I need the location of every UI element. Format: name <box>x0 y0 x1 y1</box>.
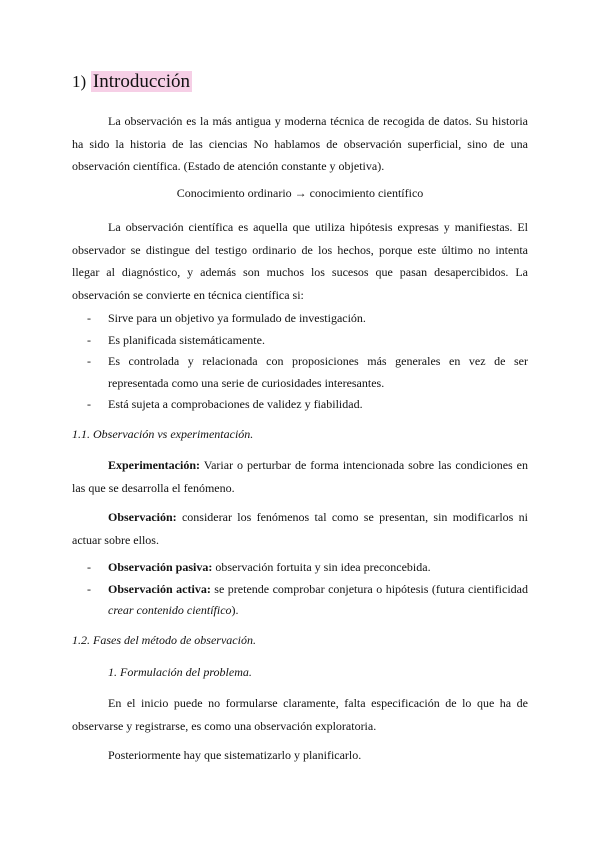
phase-title: 1. Formulación del problema. <box>108 665 252 679</box>
list-item <box>72 579 528 622</box>
subsection-title-1-2: 1.2. Fases del método de observación. <box>72 633 256 647</box>
list-item <box>72 394 528 416</box>
dash-bullet: - <box>87 354 91 368</box>
experimentacion-text: Variar o perturbar de forma intencionada sobre las condiciones en las que se desarrolla el fenómeno. <box>72 458 528 495</box>
dash-bullet: - <box>87 581 91 596</box>
dash-bullet: - <box>87 397 91 411</box>
experimentacion-paragraph <box>72 454 528 499</box>
phase-paragraph-2: Posteriormente hay que sistematizarlo y planificarlo. <box>108 748 362 762</box>
type-italic: crear contenido científico <box>108 603 232 617</box>
list-item <box>72 557 528 579</box>
list-item-text: Está sujeta a comprobaciones de validez y fiabilidad. <box>108 397 363 411</box>
heading-title: Introducción <box>92 71 190 92</box>
dash-bullet: - <box>87 560 91 574</box>
dash-bullet: - <box>87 332 91 347</box>
heading-number: 1) <box>72 72 87 91</box>
list-item-text: Sirve para un objetivo ya formulado de investigación. <box>108 311 366 325</box>
experimentacion-term: Experimentación: <box>108 458 200 472</box>
list-item <box>72 330 528 352</box>
subsection-title-1-1: 1.1. Observación vs experimentación. <box>72 427 254 441</box>
observacion-text: considerar los fenómenos tal como se presentan, sin modificarlos ni actuar sobre ellos. <box>72 510 528 547</box>
type-text: observación fortuita y sin idea preconcebida. <box>212 560 431 574</box>
type-tail: ). <box>231 603 239 617</box>
observacion-term: Observación: <box>108 510 177 524</box>
intro-paragraph: La observación es la más antigua y moderna técnica de recogida de datos. Su historia ha sido la historia de las ciencias No hablamos de observación superficial, sino de una observación científica. (Estado de atención constante y objetiva). <box>72 114 528 173</box>
observation-types-list <box>72 557 528 622</box>
section-heading <box>72 70 192 94</box>
intro-paragraph-2: La observación científica es aquella que utiliza hipótesis expresas y manifiestas. El observador se distingue del testigo ordinario de los hechos, porque este último no intenta llegar al diagnóstico, y además son muchos los sucesos que pasan desapercibidos. La observación se convierte en técnica científica si: <box>72 220 528 302</box>
phase-paragraph-1: En el inicio puede no formularse claramente, falta especificación de lo que ha de observarse y registrarse, es como una observación exploratoria. <box>72 696 528 733</box>
dash-bullet: - <box>87 311 91 325</box>
list-item-text: Es planificada sistemáticamente. <box>108 332 265 347</box>
criteria-list <box>72 308 528 416</box>
list-item <box>72 308 528 330</box>
list-item-text: Es controlada y relacionada con proposiciones más generales en vez de ser representada como una serie de curiosidades interesantes. <box>108 354 528 390</box>
list-item <box>72 351 528 394</box>
type-text: se pretende comprobar conjetura o hipótesis (futura cientificidad <box>210 581 528 596</box>
type-term: Observación activa: <box>108 581 211 596</box>
observacion-paragraph <box>72 506 528 551</box>
center-line: Conocimiento ordinario → conocimiento científico <box>176 186 424 200</box>
type-term: Observación pasiva: <box>108 560 213 574</box>
